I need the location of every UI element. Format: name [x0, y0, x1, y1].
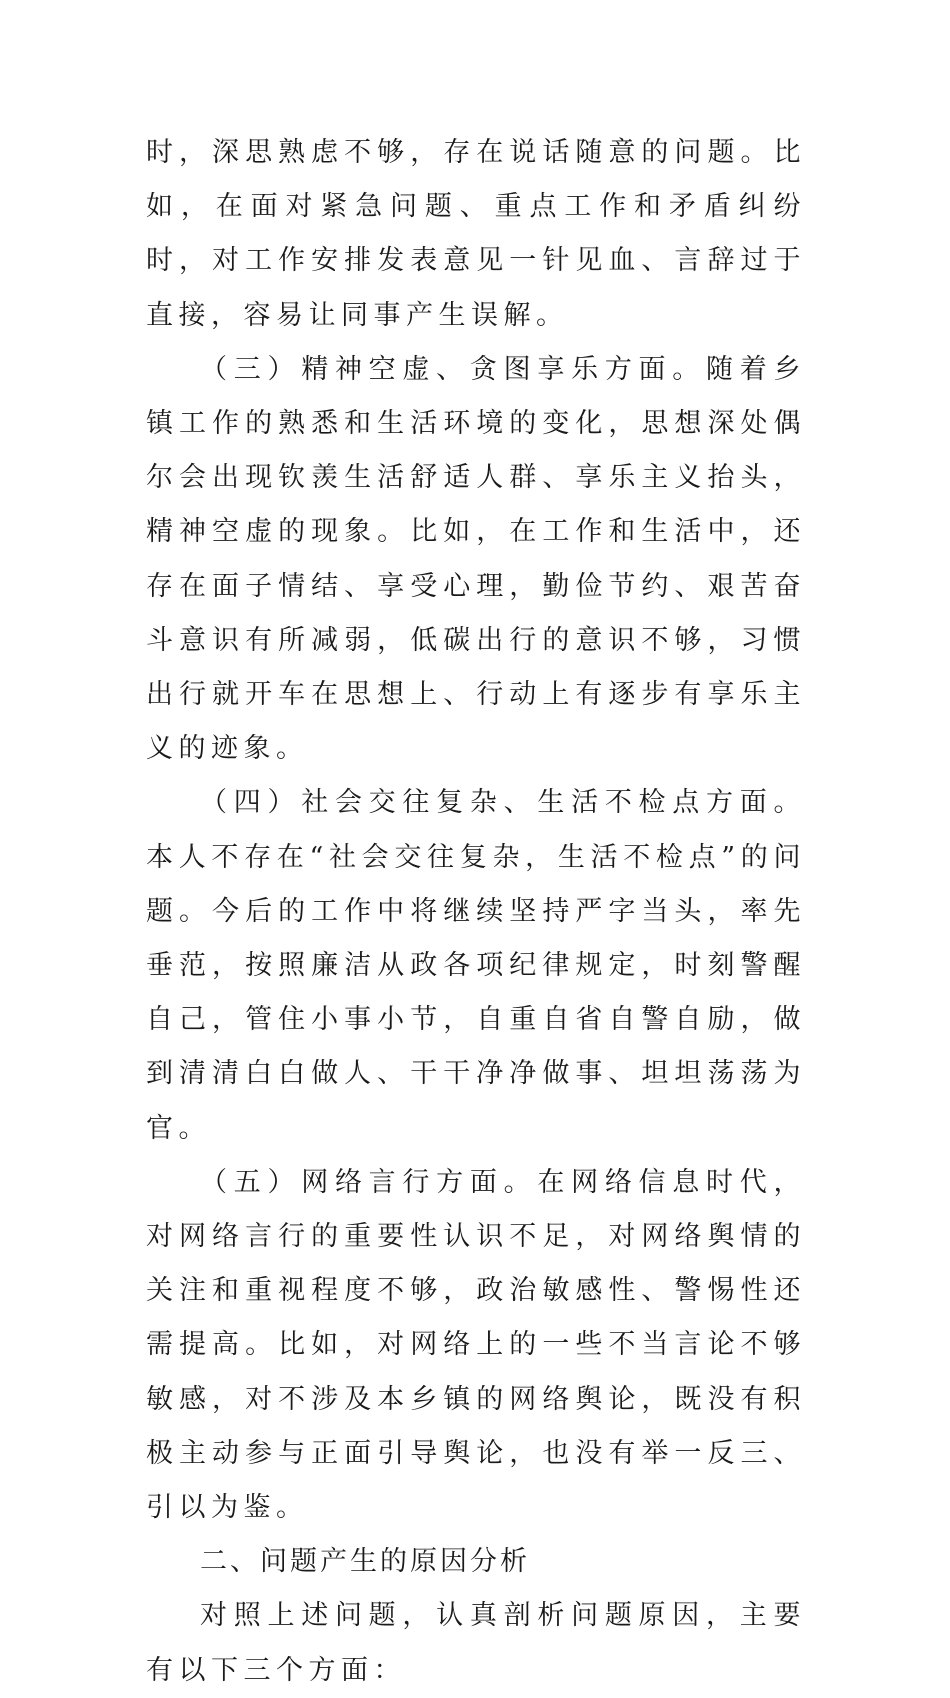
paragraph-section-four: （四）社会交往复杂、生活不检点方面。本人不存在“社会交往复杂，生活不检点”的问题。今后的工作中将继续坚持严字当头，率先垂范，按照廉洁从政各项纪律规定，时刻警醒自己，管住小事小节，自重自省自警自励，做到清清白白做人、干干净净做事、坦坦荡荡为官。: [146, 787, 806, 1144]
section-heading-cause-analysis: 二、问题产生的原因分析: [200, 1546, 530, 1578]
paragraph-cause-intro: 对照上述问题，认真剖析问题原因，主要有以下三个方面：: [146, 1600, 806, 1686]
paragraph-section-three: （三）精神空虚、贪图享乐方面。随着乡镇工作的熟悉和生活环境的变化，思想深处偶尔会出现钦羡生活舒适人群、享乐主义抬头，精神空虚的现象。比如，在工作和生活中，还存在面子情结、享受心理，勤俭节约、艰苦奋斗意识有所减弱，低碳出行的意识不够，习惯出行就开车在思想上、行动上有逐步有享乐主义的迹象。: [146, 353, 806, 765]
paragraph-continuation: 时，深思熟虑不够，存在说话随意的问题。比如，在面对紧急问题、重点工作和矛盾纠纷时，对工作安排发表意见一针见血、言辞过于直接，容易让同事产生误解。: [146, 137, 806, 331]
paragraph-section-five: （五）网络言行方面。在网络信息时代，对网络言行的重要性认识不足，对网络舆情的关注和重视程度不够，政治敏感性、警惕性还需提高。比如，对网络上的一些不当言论不够敏感，对不涉及本乡镇的网络舆论，既没有积极主动参与正面引导舆论，也没有举一反三、引以为鉴。: [146, 1166, 806, 1524]
document-body: [146, 126, 806, 1698]
